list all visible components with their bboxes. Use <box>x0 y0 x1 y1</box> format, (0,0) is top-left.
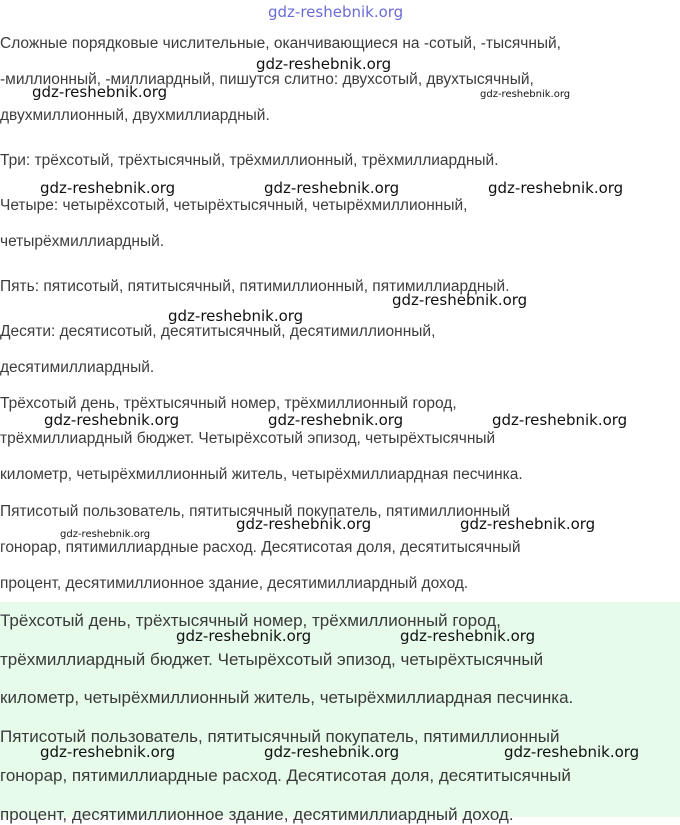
text-line: Сложные порядковые числительные, оканчивающиеся на -сотый, -тысячный, <box>0 35 561 52</box>
watermark: gdz-reshebnik.org <box>392 291 528 309</box>
text-line: Четыре: четырёхсотый, четырёхтысячный, четырёхмиллионный, <box>0 197 468 214</box>
watermark: gdz-reshebnik.org <box>256 55 392 73</box>
watermark: gdz-reshebnik.org <box>460 515 596 533</box>
answer-line: трёхмиллиардный бюджет. Четырёхсотый эпизод, четырёхтысячный <box>0 650 544 669</box>
answer-line: километр, четырёхмиллионный житель, четырёхмиллиардная песчинка. <box>0 688 574 707</box>
watermark: gdz-reshebnik.org <box>264 179 400 197</box>
answer-line: процент, десятимиллионное здание, десятимиллиардный доход. <box>0 805 514 824</box>
watermark: gdz-reshebnik.org <box>236 515 372 533</box>
text-line: двухмиллионный, двухмиллиардный. <box>0 107 270 124</box>
watermark: gdz-reshebnik.org <box>40 179 176 197</box>
answer-line: Пятисотый пользователь, пятитысячный покупатель, пятимиллионный <box>0 727 560 746</box>
text-line: километр, четырёхмиллионный житель, четырёхмиллиардная песчинка. <box>0 466 523 483</box>
header-watermark: gdz-reshebnik.org <box>268 3 404 21</box>
text-line: Три: трёхсотый, трёхтысячный, трёхмиллионный, трёхмиллиардный. <box>0 152 499 169</box>
watermark: gdz-reshebnik.org <box>40 743 176 761</box>
watermark: gdz-reshebnik.org <box>264 743 400 761</box>
answer-line: гонорар, пятимиллиардные расход. Десятисотая доля, десятитысячный <box>0 766 571 785</box>
text-line: Десяти: десятисотый, десятитысячный, десятимиллионный, <box>0 323 436 340</box>
text-line: Пять: пятисотый, пятитысячный, пятимиллионный, пятимиллиардный. <box>0 278 510 295</box>
text-line: -миллионный, -миллиардный, пишутся слитно: двухсотый, двухтысячный, <box>0 71 534 88</box>
answer-line: Трёхсотый день, трёхтысячный номер, трёхмиллионный город, <box>0 611 501 630</box>
watermark: gdz-reshebnik.org <box>268 411 404 429</box>
text-line: гонорар, пятимиллиардные расход. Десятисотая доля, десятитысячный <box>0 539 521 556</box>
watermark: gdz-reshebnik.org <box>176 627 312 645</box>
watermark: gdz-reshebnik.org <box>168 307 304 325</box>
text-line: десятимиллиардный. <box>0 359 155 376</box>
text-line: Трёхсотый день, трёхтысячный номер, трёхмиллионный город, <box>0 395 457 412</box>
watermark: gdz-reshebnik.org <box>32 83 168 101</box>
text-line: Пятисотый пользователь, пятитысячный покупатель, пятимиллионный <box>0 503 511 520</box>
watermark: gdz-reshebnik.org <box>488 179 624 197</box>
text-line: трёхмиллиардный бюджет. Четырёхсотый эпизод, четырёхтысячный <box>0 430 496 447</box>
watermark: gdz-reshebnik.org <box>480 89 571 100</box>
watermark: gdz-reshebnik.org <box>504 743 640 761</box>
watermark: gdz-reshebnik.org <box>44 411 180 429</box>
watermark: gdz-reshebnik.org <box>492 411 628 429</box>
watermark: gdz-reshebnik.org <box>400 627 536 645</box>
watermark: gdz-reshebnik.org <box>60 529 151 540</box>
text-line: процент, десятимиллионное здание, десятимиллиардный доход. <box>0 575 469 592</box>
text-line: четырёхмиллиардный. <box>0 233 165 250</box>
